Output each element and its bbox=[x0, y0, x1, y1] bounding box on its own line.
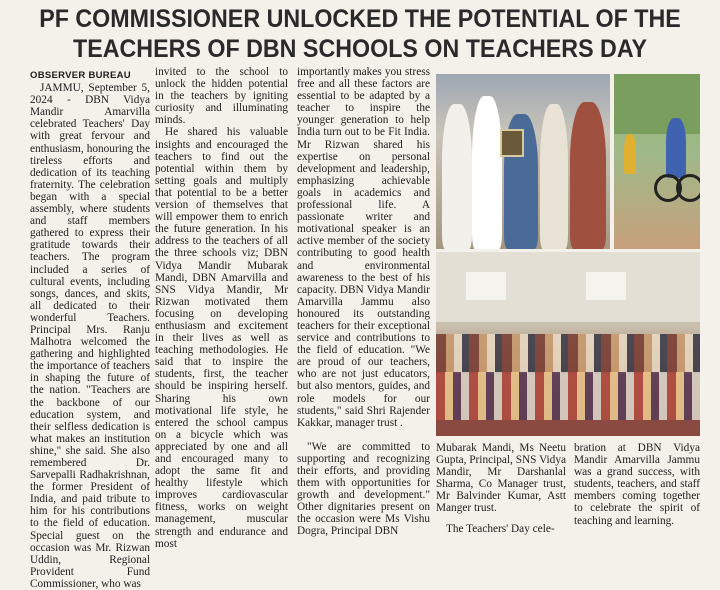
headline bbox=[25, 4, 695, 64]
byline: OBSERVER BUREAU bbox=[30, 70, 131, 81]
col2-paragraph-2: He shared his valuable insights and encouraged the teachers to find out the potential within them by setting goals and multiply that potential to be a better version of themselves that will empower them to enrich the future generation. In his address to the teachers of all the three schools viz; DBN Vidya Mandir Mubarak Mandi, DBN Amarvilla and SNS Vidya Mandir, Mr Rizwan motivated them focusing on developing enthusiasm and excitement in their lives as well as teaching methodologies. He said that to inspire the students, first, the teacher should be inspiring herself. Sharing his own motivational life style, he entered the school campus on a bicycle which was appreciated by one and all and encouraged many to adopt the same fit and healthy lifestyle which improves cardiovascular fitness, works on weight management, muscular strength and endurance and most bbox=[155, 126, 288, 550]
article-column-4 bbox=[436, 442, 566, 535]
photo-cyclist bbox=[614, 74, 700, 249]
headline-line-1: PF COMMISSIONER UNLOCKED THE POTENTIAL OF THE bbox=[39, 5, 681, 33]
article-column-1 bbox=[30, 70, 150, 590]
col3-paragraph-2: "We are committed to supporting and recognizing their efforts, and providing them with opportunities for growth and development." Other dignitaries present on the occasion were Ms Vishu Dogra, Principal DBN bbox=[297, 440, 430, 538]
article-column-3 bbox=[297, 66, 430, 538]
photo-group-teachers bbox=[436, 252, 700, 436]
col4-paragraph-1: Mubarak Mandi, Ms Neetu Gupta, Principal, SNS Vidya Mandir, Mr Darshanlal Sharma, Co Manager trust, Mr Balvinder Kumar, Astt Manger trust. bbox=[436, 442, 566, 515]
article-column-5 bbox=[574, 442, 700, 527]
col2-paragraph-1: invited to the school to unlock the hidden potential in the teachers by igniting curiosity and illuminating minds. bbox=[155, 66, 288, 127]
col3-paragraph-1: importantly makes you stress free and all these factors are essential to be adapted by a teacher to inspire the younger generation to help India turn out to be Fit India. Mr Rizwan shared his expertise on personal development and leadership, emphasizing achievable goals in academics and professional life. A passionate writer and motivational speaker is an active member of the society contributing to good health and environmental awareness to the best of his capacity. DBN Vidya Mandir Amarvilla Jammu also honoured its outstanding teachers for their exceptional service and contributions to the field of education. "We are proud of our teachers, who are not just educators, but also mentors, guides, and role models for our students," said Shri Rajender Kakkar, manager trust . bbox=[297, 66, 430, 429]
photo-award-ceremony bbox=[436, 74, 610, 249]
headline-line-2: TEACHERS OF DBN SCHOOLS ON TEACHERS DAY bbox=[73, 35, 647, 63]
col5-paragraph-1: bration at DBN Vidya Mandir Amarvilla Jammu was a grand success, with students, teachers, and staff members coming together to celebrate the spirit of teaching and learning. bbox=[574, 442, 700, 527]
col4-paragraph-2: The Teachers' Day cele- bbox=[446, 522, 555, 535]
article-column-2 bbox=[155, 66, 288, 550]
col1-paragraph-1: JAMMU, September 5, 2024 - DBN Vidya Mandir Amarvilla celebrated Teachers' Day with great fervour and enthusiasm, honouring the tireless efforts and dedication of its teaching fraternity. The celebration began with a special assembly, where students and staff members gathered to express their gratitude towards their teachers. The program included a series of cultural events, including songs, dances, and skits, all dedicated to their wonderful Teachers. Principal Mrs. Ranju Malhotra welcomed the gathering and highlighted the importance of teachers in shaping the future of the nation. "Teachers are the backbone of our education system, and their selfless dedication is what makes an institution shine," she said. She also remembered Dr. Sarvepalli Radhakrishnan, the former President of India, and paid tribute to him for his contributions to the field of education. Special guest on the occasion was Mr. Rizwan Uddin, Regional Provident Fund Commissioner, who was bbox=[30, 82, 150, 590]
